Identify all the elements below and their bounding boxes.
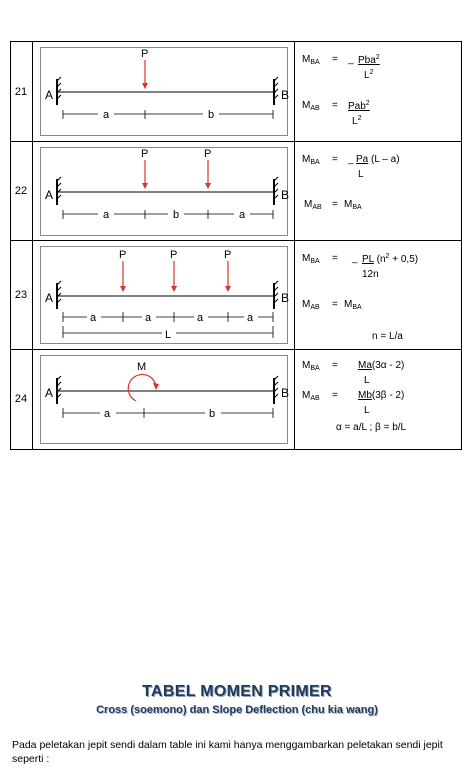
load-label: P [141,48,149,60]
formula-24: $M_{BA}$ = Ma(3α - 2) L $M_{AB}$ = Mb(3β - 2) L α = a/L ; β = b/L [302,360,407,433]
load-label: P [141,148,149,160]
load-label: P [119,249,127,261]
load-arrow-head [171,286,177,292]
dim-label: a [247,312,254,324]
body-paragraph: Pada peletakan jepit sendi dalam table ini kami hanya menggambarkan peletakan sendi jepit seperti : [12,739,443,765]
dim-label: a [90,312,97,324]
row-number: 24 [14,393,28,405]
load-label: P [224,249,232,261]
dim-label: a [104,408,111,420]
formula-22: $M_{BA}$ = _ Pa (L – a) L $M_{AB}$ = $M_{BA}$ [302,154,400,211]
row-number: 22 [14,185,28,197]
support-label-a: A [45,88,54,102]
load-arrow-head [120,286,126,292]
support-label-a: A [45,188,54,202]
fixed-support-left [57,376,61,404]
load-arrow-head [142,183,148,189]
load-label: P [170,249,178,261]
fixed-support-right [274,376,278,404]
dim-label: b [208,109,215,121]
support-label-b: B [281,291,290,305]
support-label-a: A [45,291,54,305]
beam-diagram-22 [40,147,290,237]
fixed-support-left [57,281,61,309]
load-arrow-head [205,183,211,189]
dim-label: b [173,209,180,221]
moment-arrow-head [153,383,159,390]
fixed-support-right [274,177,278,205]
moment-label: M [137,361,147,373]
formula-21: $M_{BA}$ = _ Pba$^2$ $L^2$ $M_{AB}$ = Pab$^2$ $L^2$ [302,54,380,127]
support-label-a: A [45,386,54,400]
dim-label: a [197,312,204,324]
dim-label: b [209,408,216,420]
page-title: TABEL MOMEN PRIMER [142,683,332,700]
row-number: 21 [14,86,28,98]
span-label: L [165,329,172,341]
moment-table [10,41,462,450]
fixed-support-left [57,77,61,105]
dim-label: a [239,209,246,221]
row-number: 23 [14,289,28,301]
fixed-support-right [274,281,278,309]
moment-arrow-icon [128,374,156,401]
dim-label: a [145,312,152,324]
support-label-b: B [281,188,290,202]
beam-diagram-24 [40,356,290,446]
support-label-b: B [281,88,290,102]
beam-diagram-21 [40,47,290,137]
load-arrow-head [142,83,148,89]
load-arrow-head [225,286,231,292]
dim-label: a [103,109,110,121]
fixed-support-right [274,77,278,105]
support-label-b: B [281,386,290,400]
page-subtitle: Cross (soemono) dan Slope Deflection (chu kia wang) [96,704,378,716]
formula-23: $M_{BA}$ = _ PL $(n^2 + 0,5)$ 12n $M_{AB}$ = $M_{BA}$ n = L/a [302,253,419,342]
beam-diagram-23 [40,246,290,346]
load-label: P [204,148,212,160]
dim-label: a [103,209,110,221]
fixed-support-left [57,177,61,227]
